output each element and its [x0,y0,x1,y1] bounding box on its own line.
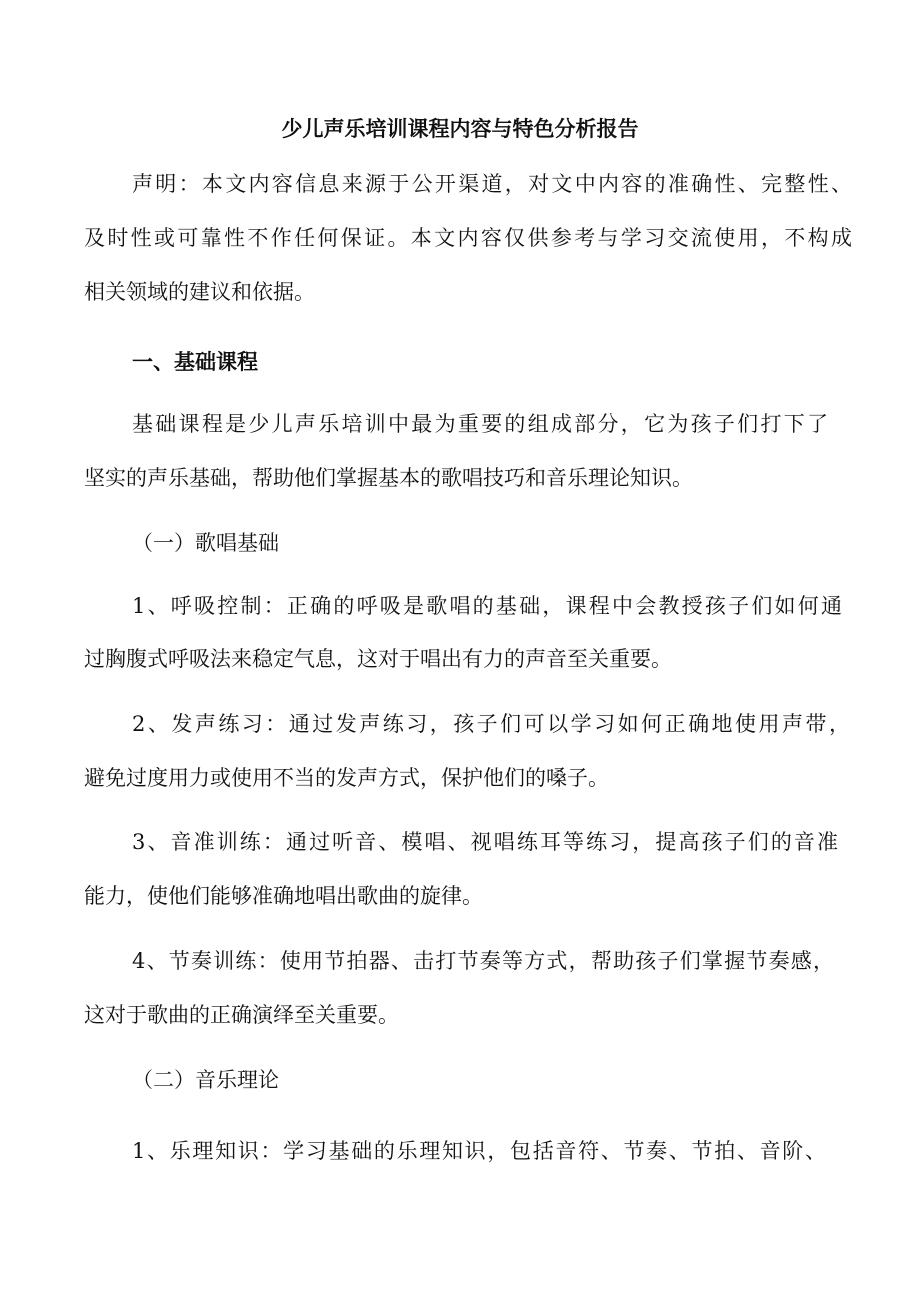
list-item-vocalization-line-2: 避免过度用力或使用不当的发声方式，保护他们的嗓子。 [84,766,609,790]
list-item-rhythm-line-1: 4、节奏训练：使用节拍器、击打节奏等方式，帮助孩子们掌握节奏感， [132,949,834,973]
subsection-heading-singing-basics: （一）歌唱基础 [132,531,279,555]
list-item-vocalization-line-1: 2、发声练习：通过发声练习，孩子们可以学习如何正确地使用声带， [132,712,850,736]
list-item-breathing-line-2: 过胸腹式呼吸法来稳定气息，这对于唱出有力的声音至关重要。 [84,647,672,671]
section-intro-line-1: 基础课程是少儿声乐培训中最为重要的组成部分，它为孩子们打下了 [132,412,828,436]
section-heading-basic-courses: 一、基础课程 [132,350,258,374]
section-intro-line-2: 坚实的声乐基础，帮助他们掌握基本的歌唱技巧和音乐理论知识。 [84,466,693,490]
subsection-heading-music-theory: （二）音乐理论 [132,1068,279,1092]
list-item-theory-line-1: 1、乐理知识：学习基础的乐理知识，包括音符、节奏、节拍、音阶、 [132,1139,826,1163]
list-item-pitch-line-1: 3、音准训练：通过听音、模唱、视唱练耳等练习，提高孩子们的音准 [132,830,838,854]
list-item-breathing-line-1: 1、呼吸控制：正确的呼吸是歌唱的基础，课程中会教授孩子们如何通 [132,594,842,618]
disclaimer-line-2: 及时性或可靠性不作任何保证。本文内容仅供参考与学习交流使用，不构成 [84,226,852,250]
list-item-pitch-line-2: 能力，使他们能够准确地唱出歌曲的旋律。 [84,884,483,908]
document-title: 少儿声乐培训课程内容与特色分析报告 [281,117,639,141]
list-item-rhythm-line-2: 这对于歌曲的正确演绎至关重要。 [84,1003,399,1027]
disclaimer-line-3: 相关领域的建议和依据。 [84,280,315,304]
disclaimer-line-1: 声明：本文内容信息来源于公开渠道，对文中内容的准确性、完整性、 [132,172,852,196]
